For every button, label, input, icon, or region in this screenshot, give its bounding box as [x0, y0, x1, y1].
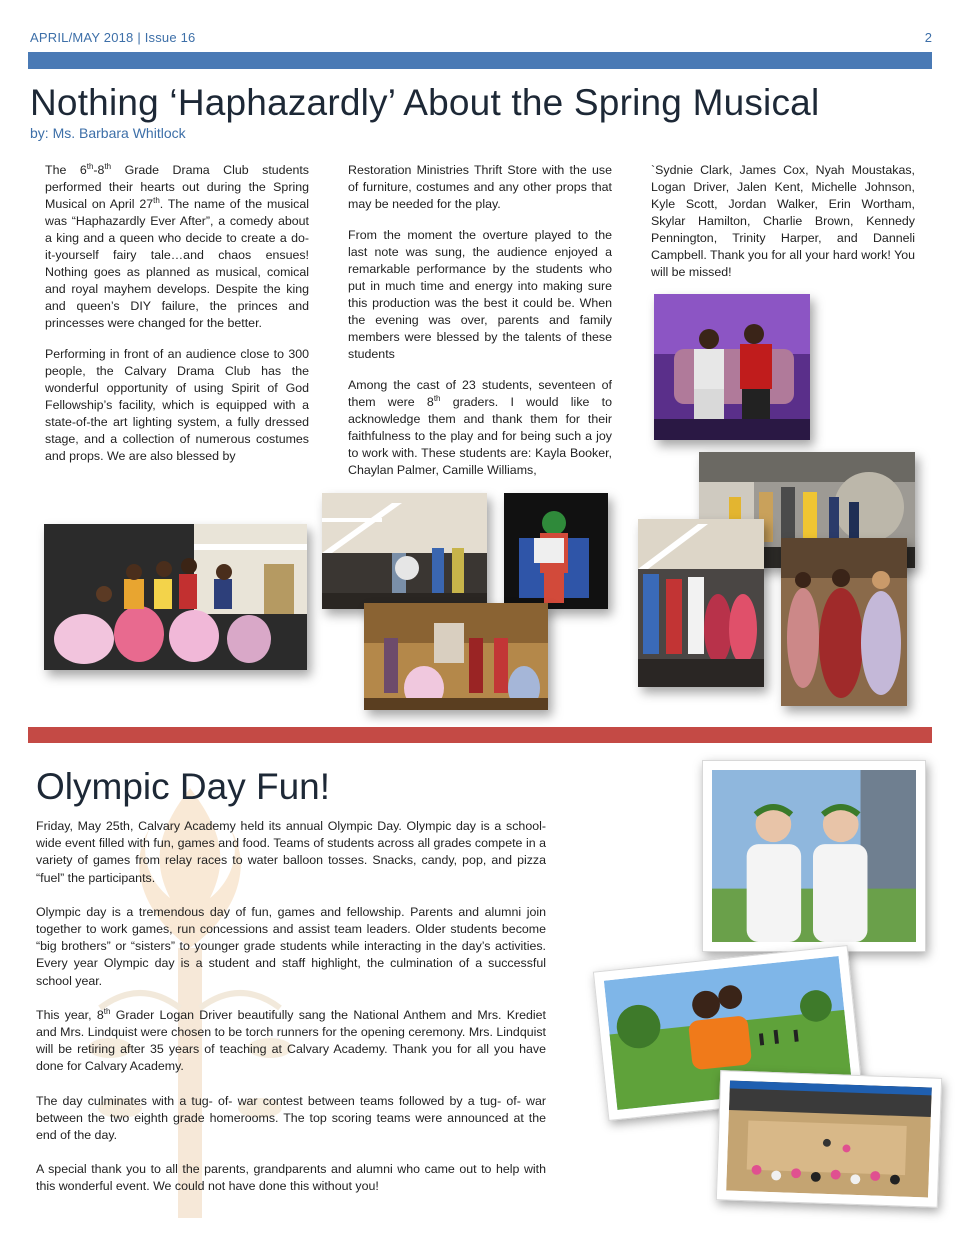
royal-court-photo: [364, 603, 548, 710]
page-number: 2: [924, 30, 932, 45]
article-byline: by: Ms. Barbara Whitlock: [30, 125, 186, 141]
article1-paragraph: The 6th-8th Grade Drama Club students performed their hearts out during the Spring Musical on April 27th. The name of the musical was “Haphazardly Ever After”, a comedy about a king and a queen who decide to create a do-it-yourself fairy tale…and chaos ensues! Nothing goes as planned as musical, comical and royal mayhem develops. Despite the king and queen’s DIY failure, the princes and princesses were changed for the better.: [45, 161, 309, 330]
article2-paragraph: A special thank you to all the parents, grandparents and alumni who came out to help with this wonderful event. We could not have done this without you!: [36, 1162, 546, 1194]
article2-paragraph: The day culminates with a tug- of- war contest between teams followed by a tug- of- war between the two eighth grade homerooms. The top scoring teams were announced at the end of the day.: [36, 1093, 546, 1143]
article2-body: [36, 818, 546, 1213]
article1-column-2: [348, 162, 612, 493]
article1-column-1: [45, 162, 309, 479]
article2-paragraph: Friday, May 25th, Calvary Academy held its annual Olympic Day. Olympic day is a school- wide event filled with fun, games and food. Teams of students across all grades compete in a variety of games from relay races to water balloon tosses. Snacks, candy, pop, and pizza “fuel” the participants.: [36, 819, 546, 885]
article1-paragraph: Among the cast of 23 students, seventeen of them were 8th graders. I would like to acknowledge them and thank them for their faithfulness to the play and for being such a joy to work with. These students are: Kayla Booker, Chaylan Palmer, Camille Williams,: [348, 378, 612, 477]
article1-paragraph: `Sydnie Clark, James Cox, Nyah Moustakas, Logan Driver, Jalen Kent, Michelle Johnson, Kyle Scott, Jordan Walker, Erin Wortham, Skylar Hamilton, Charlie Brown, Kennedy Pennington, Trinity Harper, and Danneli Campbell. Thank you for all your hard work! You will be missed!: [651, 163, 915, 279]
article1-column-3: [651, 162, 915, 295]
header-divider-bar: [28, 52, 932, 69]
article1-paragraph: Performing in front of an audience close to 300 people, the Calvary Drama Club has the wonderful opportunity of using Spirit of God Fellowship’s facility, which is equipped with a state-of-the art lighting system, a fully dressed stage, and a collection of numerous costumes and props. We are also blessed by: [45, 347, 309, 463]
section-divider-bar: [28, 727, 932, 743]
throne-scene-photo: [504, 493, 608, 609]
stairs-scene-photo: [322, 493, 487, 609]
king-queen-photo: [654, 294, 810, 440]
article1-paragraph: From the moment the overture played to the last note was sung, the audience enjoyed a remarkable performance by the students who put in much time and energy into making sure this production was the best it could be. When the evening was over, parents and family members were blessed by the talents of these students: [348, 228, 612, 361]
issue-separator: |: [137, 30, 141, 45]
article1-paragraph: Restoration Ministries Thrift Store with the use of furniture, costumes and any other props that may be needed for the play.: [348, 163, 612, 211]
article2-paragraph: Olympic day is a tremendous day of fun, games and fellowship. Parents and alumni join together to work games, run concessions and assist team leaders. Older students become “big brothers” or “sisters” to younger grade students while interacting in the day’s activities. Every year Olympic day is a student and staff highlight, the culmination of a successful school year.: [36, 904, 546, 988]
costume-lineup-photo: [638, 519, 764, 687]
spring-musical-title: Nothing ‘Haphazardly’ About the Spring Musical: [30, 82, 820, 123]
issue-header: [30, 30, 195, 45]
teachers-photo: [702, 760, 926, 952]
issue-number: Issue 16: [144, 30, 196, 45]
article2-paragraph: This year, 8th Grader Logan Driver beautifully sang the National Anthem and Mrs. Krediet and Mrs. Lindquist were chosen to be torch runners for the opening ceremony. Mrs. Lindquist will be retiring after 35 years of teaching at Calvary Academy. Thank you for all you have done for Calvary Academy.: [36, 1006, 546, 1074]
gym-tug-of-war-photo: [716, 1070, 942, 1208]
princess-lineup-photo: [781, 538, 907, 706]
issue-date: APRIL/MAY 2018: [30, 30, 134, 45]
cast-group-photo: [44, 524, 307, 670]
olympic-day-title: Olympic Day Fun!: [36, 766, 331, 807]
